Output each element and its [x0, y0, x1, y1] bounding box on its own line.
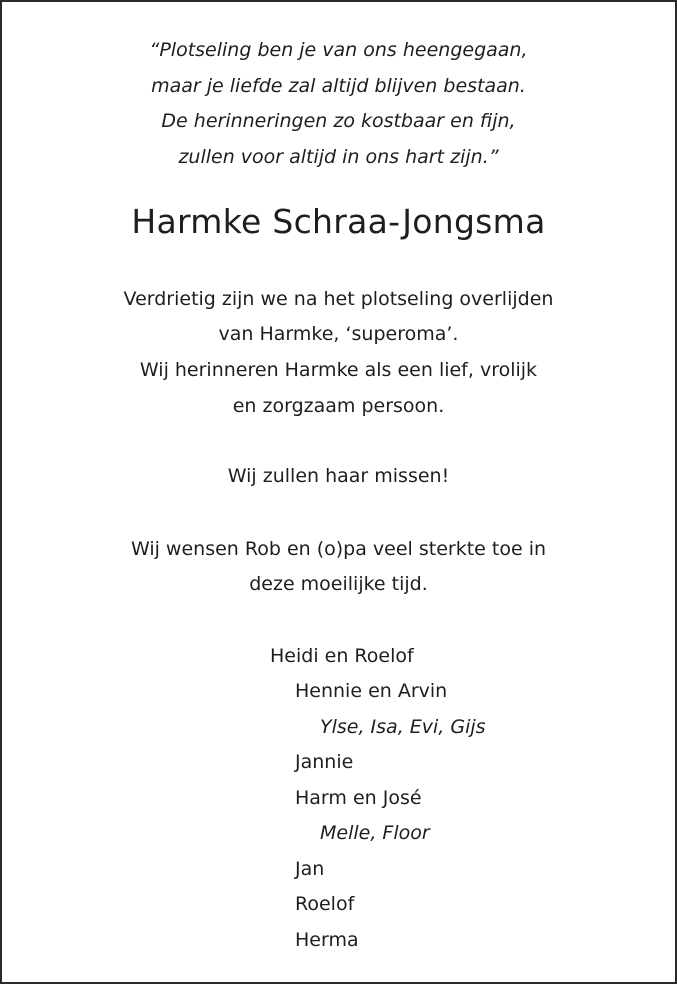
- signature-line: Harm en José: [295, 787, 422, 809]
- signature-line: Herma: [295, 929, 359, 951]
- message-wish-line-1: Wij wensen Rob en (o)pa veel sterkte toe in: [130, 538, 547, 560]
- message-line-3: Wij herinneren Harmke als een lief, vrolijk: [139, 359, 538, 381]
- signature-line: Ylse, Isa, Evi, Gijs: [320, 716, 486, 738]
- signature-line: Heidi en Roelof: [270, 645, 414, 667]
- message-line-1: Verdrietig zijn we na het plotseling overlijden: [123, 288, 554, 310]
- signature-line: Hennie en Arvin: [295, 680, 448, 702]
- message-line-2: van Harmke, ‘superoma’.: [218, 323, 459, 345]
- signature-line: Roelof: [295, 893, 355, 915]
- signature-line: Jan: [295, 858, 325, 880]
- message-line-4: en zorgzaam persoon.: [232, 395, 445, 417]
- poem-line-3: De herinneringen zo kostbaar en fijn,: [161, 110, 516, 132]
- message-missing: Wij zullen haar missen!: [227, 465, 450, 487]
- signature-line: Melle, Floor: [320, 822, 430, 844]
- poem-line-2: maar je liefde zal altijd blijven bestaan.: [151, 75, 526, 97]
- signature-line: Jannie: [295, 751, 354, 773]
- message-wish-line-2: deze moeilijke tijd.: [249, 573, 428, 595]
- poem-line-1: “Plotseling ben je van ons heengegaan,: [149, 39, 528, 61]
- poem-line-4: zullen voor altijd in ons hart zijn.”: [178, 146, 499, 168]
- deceased-name: Harmke Schraa-Jongsma: [131, 202, 546, 241]
